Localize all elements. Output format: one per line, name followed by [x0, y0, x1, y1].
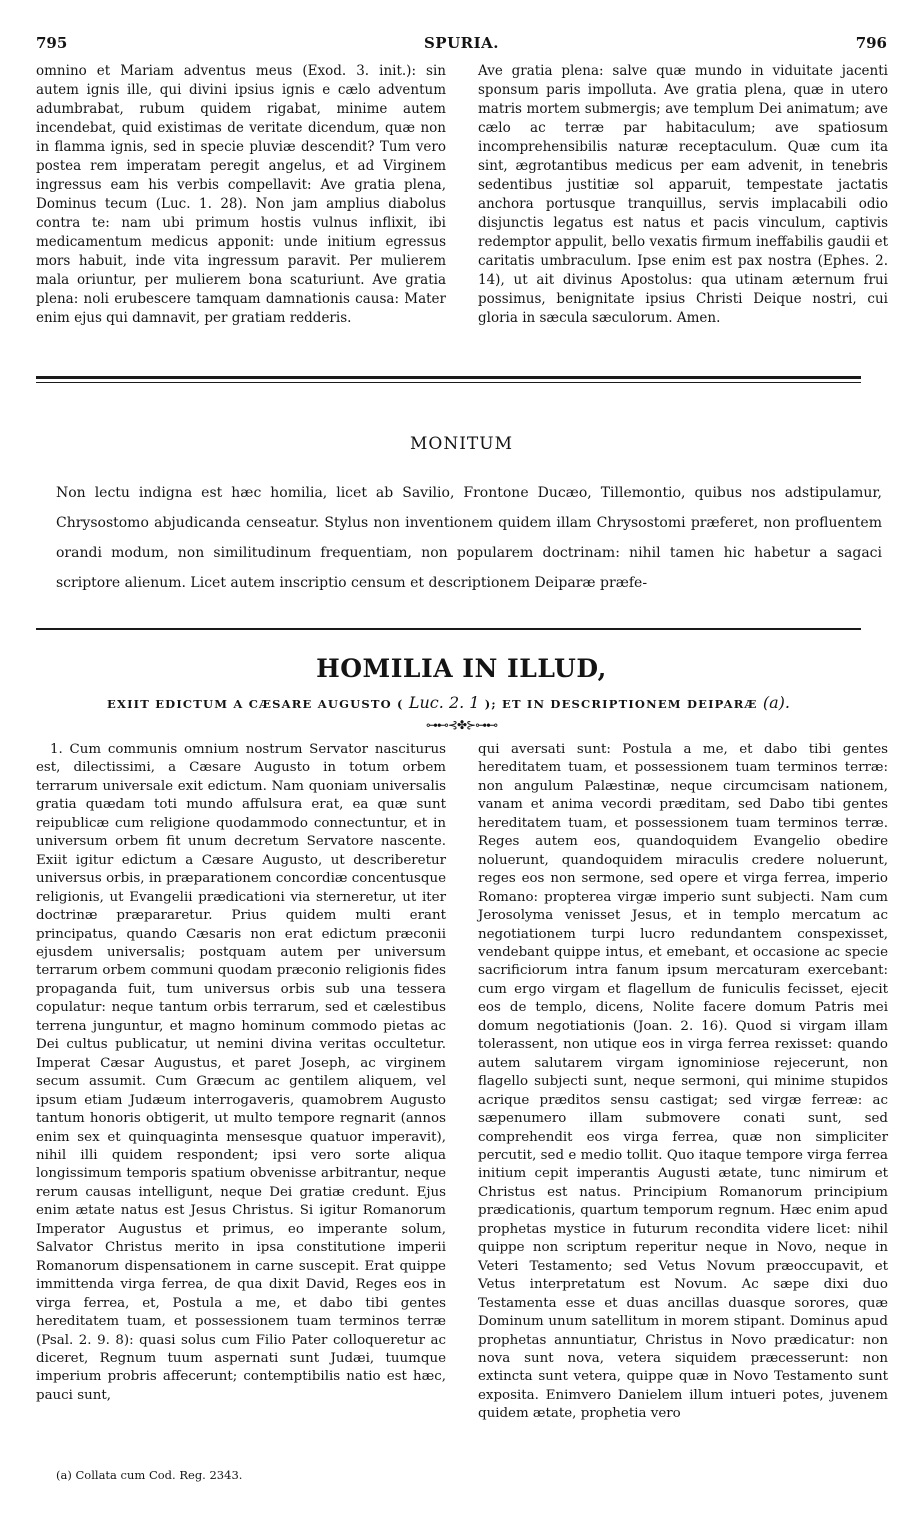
- page-number-right: 796: [855, 34, 887, 52]
- monitum-text: Non lectu indigna est hæc homilia, licet ab Savilio, Frontone Ducæo, Tillemontio, quibus nos adstipulamur, Chrysostomo abjudicanda censeatur. Stylus non inventionem quidem illam Chrysostomi præferet, non profluentem orandi modum, non similitudinum frequentiam, non popularem doctrinam: nihil tamen hic habetur a sagaci scriptore alienum. Licet autem inscriptio censum et descriptionem Deiparæ præfe-: [56, 485, 882, 591]
- ornament-divider: ⊶⊷⊰✤⊱⊶⊷: [425, 718, 498, 732]
- footnote: (a) Collata cum Cod. Reg. 2343.: [56, 1468, 243, 1482]
- top-right-paragraph: Ave gratia plena: salve quæ mundo in viduitate jacenti sponsum paris impolluta. Ave gratia plena, quæ in utero matris mortem submergis; ave templum Dei animatum; ave cælo ac terræ par habitaculum; ave spatiosum incomprehensibilis naturæ receptaculum. Quæ cum ita sint, ægrotantibus medicus per eam advenit, in tenebris sedentibus justitiæ sol apparuit, tempestate jactatis anchora portusque tranquillus, servis implacabili odio disjunctis legatus est natus et pacis vinculum, captivis redemptor appulit, bello vexatis firmum ineffabilis gaudii et caritatis umbraculum. Ipse enim est pax nostra (Ephes. 2. 14), ut ait divinus Apostolus: qua utinam æternum frui possimus, benignitate ipsius Christi Deique nostri, cui gloria in sæcula sæculorum. Amen.: [478, 63, 888, 326]
- top-left-column: [36, 62, 446, 328]
- page-number-left: 795: [36, 34, 68, 52]
- homily-subtitle: [36, 693, 861, 712]
- footnote-marker: (a).: [762, 693, 790, 712]
- homily-right-column: [478, 741, 888, 1424]
- running-header: [36, 34, 887, 54]
- top-right-column: [478, 62, 888, 328]
- scripture-reference: Luc. 2. 1: [408, 693, 480, 712]
- section-rule-thick: [36, 376, 861, 379]
- monitum-heading: MONITUM: [409, 434, 513, 454]
- top-left-paragraph: omnino et Mariam adventus meus (Exod. 3. init.): sin autem ignis ille, qui divini ipsius ignis e cælo adventum adumbrabat, rubum quidem rigabat, minime autem incendebat, quid existimas de veritate dicendum, quæ non in flamma ignis, sed in specie pluviæ descendit? Tum vero postea rem imperatam peregit angelus, et ad Virginem ingressus eam his verbis compellavit: Ave gratia plena, Dominus tecum (Luc. 1. 28). Non jam amplius diabolus contra te: nam ubi primum hostis vulnus inflixit, ibi medicamentum medicus apponit: unde initium egressus mors habuit, inde vita ingressum paravit. Per mulierem mala oriuntur, per mulierem bona scaturiunt. Ave gratia plena: noli erubescere tamquam damnationis causa: Mater enim ejus qui damnavit, per gratiam redderis.: [36, 63, 446, 326]
- homily-left-text: 1. Cum communis omnium nostrum Servator nasciturus est, dilectissimi, a Cæsare Augusto in totum orbem terrarum universale exit edictum. Nam quoniam universalis gratia quædam toti mundo affulsura erat, ea quæ sunt reipublicæ cum religione quodammodo connectuntur, et in universum orbem fit unum decretum Servatore nascente. Exiit igitur edictum a Cæsare Augusto, ut describeretur universus orbis, in præparationem concordiæ concentusque religionis, ut Evangelii prædicationi via sterneretur, ut iter doctrinæ præpararetur. Prius quidem multi erant principatus, quando Cæsaris non erat edictum præconii ejusdem universalis; postquam autem per universum terrarum orbem communi quodam præconio religionis fides propaganda fuit, tum universus orbis sub una tessera copulatur: neque tantum orbis terrarum, sed et cælestibus terrena junguntur, et magno hominum commodo pietas ac Dei cultus publicatur, ut nemini divina veritas occultetur. Imperat Cæsar Augustus, et paret Joseph, ac virginem secum assumit. Cum Græcum ac gentilem aliquem, vel ipsum etiam Judæum interrogaveris, quamobrem Augusto tantum honoris obtigerit, ut multo tempore regnarit (annos enim sex et quinquaginta mensesque quatuor imperavit), nihil illi quidem respondent; ipsi vero sorte aliqua longissimum temporis spatium obvenisse arbitrantur, neque rerum causas intelligunt, neque Dei gratiæ credunt. Ejus enim ætate natus est Jesus Christus. Si igitur Romanorum Imperator Augustus et primus, eo imperante solum, Salvator Christus merito in ipsa constitutione imperii Romanorum dispensationem in carne suscepit. Erat quippe immittenda virga ferrea, de qua dixit David, Reges eos in virga ferrea, et, Postula a me, et dabo tibi gentes hereditatem tuam, et possessionem tuam terminos terræ (Psal. 2. 9. 8): quasi solus cum Filio Pater colloqueretur ac diceret, Regnum tuum aspernati sunt Judæi, tuumque imperium probris affecerunt; contemptibilis natio est hæc, pauci sunt,: [36, 742, 446, 1403]
- running-title: SPURIA.: [423, 34, 500, 52]
- homily-left-column: [36, 741, 446, 1405]
- homily-right-text: qui aversati sunt: Postula a me, et dabo tibi gentes hereditatem tuam, et possessionem tuam terminos terræ: non angulum Palæstinæ, neque circumcisam nationem, vanam et anima vecordi præditam, sed Dabo tibi gentes hereditatem tuam, et possessionem tuam terminos terræ. Reges autem eos, quandoquidem Evangelio obedire noluerunt, quandoquidem miraculis credere noluerunt, reges eos non sermone, sed opere et virga ferrea, imperio Romano: propterea virgæ imperio sunt subjecti. Nam cum Jerosolyma venisset Jesus, et in templo mercatum ac negotiationem turpi lucro redundantem conspexisset, vendebant quippe intus, et emebant, et occasione ac specie sacrificiorum intra fanum ipsum mercaturam exercebant: cum ergo virgam et flagellum de funiculis fecisset, ejecit eos de templo, dicens, Nolite facere domum Patris mei domum negotiationis (Joan. 2. 16). Quod si virgam illam tolerassent, non utique eos in virga ferrea rexisset: quando autem salutarem virgam ignominiose rejecerunt, non flagello subjecti sunt, neque sermoni, qui minime stupidos acrique præditos sensu castigat; sed virgæ ferreæ: ac sæpenumero illam submovere conati sunt, sed comprehendit eos virga ferrea, quæ non simpliciter percutit, sed e medio tollit. Quo itaque tempore virga ferrea initium cepit imperantis Augusti ætate, tunc nimirum et Christus est natus. Principium Romanorum principium prædicationis, quartum temporum regnum. Hæc enim apud prophetas mystice in futurum recondita videre licet: nihil quippe non scriptum reperitur neque in Novo, neque in Veteri Testamento; sed Vetus Novum præoccupavit, et Vetus interpretatum est Novum. Ac sæpe dixi duo Testamenta esse et duas ancillas duasque sorores, quæ Dominum unum satellitum in morem stipant. Dominus apud prophetas annuntiatur, Christus in Novo prædicatur: non nova sunt nova, vetera siquidem præcesserunt: non extincta sunt vetera, quippe quæ in Novo Testamento sunt exposita. Enimvero Danielem illum intueri potes, juvenem quidem ætate, prophetia vero: [478, 742, 888, 1422]
- homily-subtitle-part-a: EXIIT EDICTUM A CÆSARE AUGUSTO (: [107, 697, 404, 711]
- homily-title: HOMILIA IN ILLUD,: [316, 654, 607, 683]
- homily-subtitle-part-b: ); ET IN DESCRIPTIONEM DEIPARÆ: [484, 697, 758, 711]
- section-rule-thin: [36, 382, 861, 383]
- homily-divider: [36, 628, 861, 630]
